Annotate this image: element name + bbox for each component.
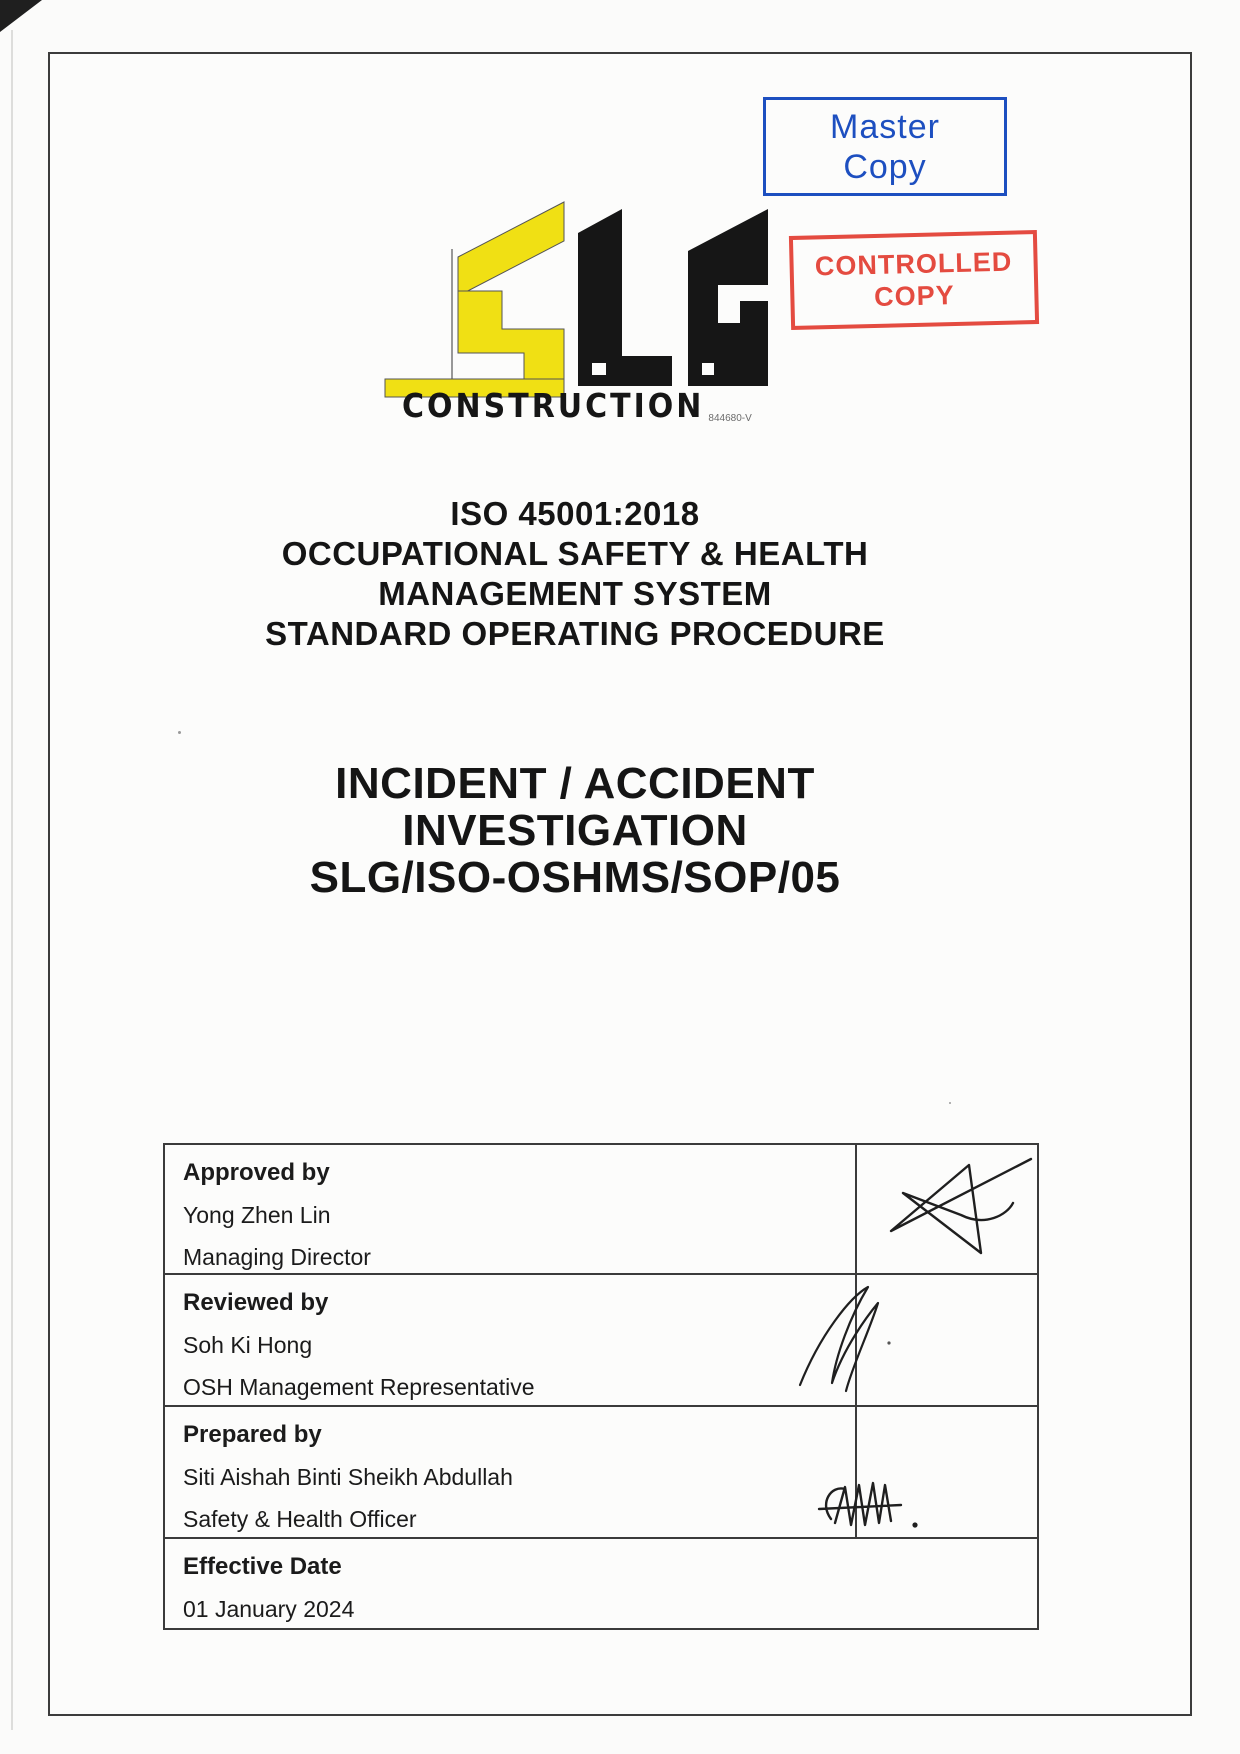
scan-speck — [949, 1102, 951, 1104]
reviewed-signature — [792, 1283, 892, 1398]
heading-line-3: MANAGEMENT SYSTEM — [378, 575, 772, 612]
table-row-approved — [165, 1145, 1037, 1273]
effective-date-value: 01 January 2024 — [183, 1596, 355, 1622]
table-row-reviewed — [165, 1273, 1037, 1405]
controlled-copy-stamp — [789, 230, 1039, 330]
approval-table — [163, 1143, 1039, 1630]
prepared-by-role: Safety & Health Officer — [183, 1506, 417, 1532]
prepared-signature — [815, 1479, 925, 1535]
heading-line-2: OCCUPATIONAL SAFETY & HEALTH — [281, 535, 869, 572]
reviewed-by-role: OSH Management Representative — [183, 1374, 535, 1400]
approved-by-name: Yong Zhen Lin — [183, 1202, 331, 1228]
heading-line-1: ISO 45001:2018 — [450, 495, 700, 532]
iso-heading — [55, 494, 1095, 654]
title-line-2: INVESTIGATION — [402, 806, 748, 855]
approved-signature-cell — [855, 1145, 1037, 1273]
prepared-by-label: Prepared by — [183, 1421, 322, 1448]
controlled-copy-line2: COPY — [873, 280, 956, 312]
prepared-info-cell — [165, 1407, 855, 1537]
slg-construction-logo — [340, 193, 770, 443]
reviewed-by-name: Soh Ki Hong — [183, 1332, 313, 1358]
approved-info-cell — [165, 1145, 855, 1273]
controlled-copy-line1: CONTROLLED — [814, 246, 1013, 282]
reviewed-by-label: Reviewed by — [183, 1289, 329, 1316]
title-line-3: SLG/ISO-OSHMS/SOP/05 — [309, 853, 841, 902]
table-row-effective-date — [165, 1537, 1037, 1628]
scan-edge-artifact — [11, 30, 13, 1730]
logo-company-name: CONSTRUCTION — [402, 387, 705, 426]
prepared-signature-cell — [855, 1407, 1037, 1537]
slg-logo-mark — [340, 193, 770, 398]
approved-signature — [865, 1153, 1035, 1265]
approved-by-role: Managing Director — [183, 1244, 371, 1270]
heading-line-4: STANDARD OPERATING PROCEDURE — [265, 615, 885, 652]
scan-speck — [178, 731, 181, 734]
reviewed-signature-cell — [855, 1275, 1037, 1405]
master-copy-stamp — [763, 97, 1007, 196]
master-copy-line1: Master — [830, 107, 940, 146]
document-title — [55, 760, 1095, 901]
table-row-prepared — [165, 1405, 1037, 1537]
effective-date-label: Effective Date — [183, 1553, 342, 1580]
prepared-by-name: Siti Aishah Binti Sheikh Abdullah — [183, 1464, 513, 1490]
scan-corner-artifact — [0, 0, 42, 32]
title-line-1: INCIDENT / ACCIDENT — [335, 759, 815, 808]
reviewed-info-cell — [165, 1275, 855, 1405]
logo-registration-number: 844680-V — [708, 413, 752, 424]
approved-by-label: Approved by — [183, 1159, 330, 1186]
master-copy-line2: Copy — [843, 147, 927, 186]
effective-date-cell — [165, 1539, 1037, 1628]
